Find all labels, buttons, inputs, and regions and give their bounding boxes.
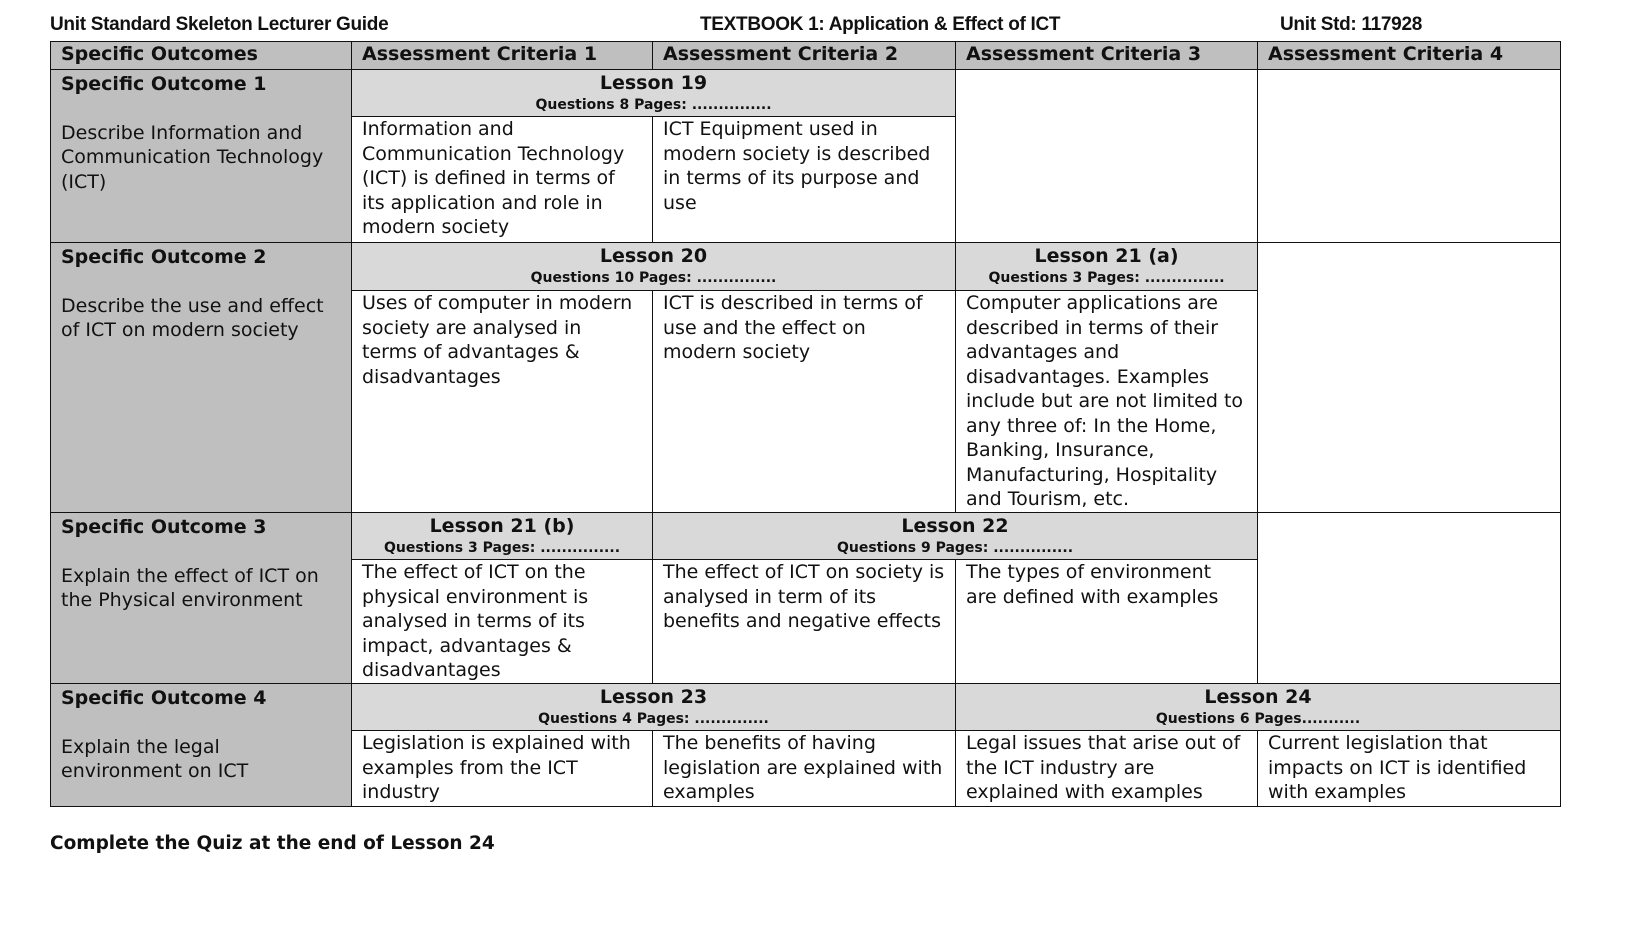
- criteria-cell: ICT is described in terms of use and the effect on modern society: [653, 291, 956, 513]
- outcome-3-lesson-row: [51, 513, 1561, 560]
- lesson-questions-pages: Questions 8 Pages: ...............: [535, 97, 772, 113]
- outcome-description: Describe the use and effect of ICT on modern society: [61, 294, 324, 341]
- lesson-questions-pages: Questions 6 Pages...........: [1155, 711, 1361, 727]
- column-header-criteria-2: Assessment Criteria 2: [653, 42, 956, 70]
- criteria-cell: Legislation is explained with examples from the ICT industry: [352, 731, 653, 807]
- outcome-4-cell: [51, 684, 352, 807]
- lesson-header: [352, 684, 956, 731]
- lesson-name: Lesson 19: [599, 72, 708, 94]
- criteria-cell: The effect of ICT on society is analysed in term of its benefits and negative effects: [653, 560, 956, 684]
- outcomes-table: [50, 41, 1561, 807]
- outcome-1-cell: [51, 70, 352, 243]
- column-header-criteria-1: Assessment Criteria 1: [352, 42, 653, 70]
- outcome-title: Specific Outcome 4: [61, 687, 267, 709]
- lesson-header: [653, 513, 1258, 560]
- quiz-instruction: Complete the Quiz at the end of Lesson 24: [50, 833, 495, 854]
- unit-standard-number: Unit Std: 117928: [1280, 14, 1422, 35]
- column-header-specific-outcomes: Specific Outcomes: [51, 42, 352, 70]
- lesson-questions-pages: Questions 3 Pages: ...............: [383, 540, 621, 556]
- criteria-cell: The effect of ICT on the physical environment is analysed in terms of its impact, advantages & disadvantages: [352, 560, 653, 684]
- criteria-cell: Current legislation that impacts on ICT is identified with examples: [1258, 731, 1561, 807]
- criteria-cell: Legal issues that arise out of the ICT industry are explained with examples: [956, 731, 1258, 807]
- outcome-1-lesson-row: [51, 70, 1561, 117]
- lesson-name: Lesson 21 (a): [1034, 245, 1179, 267]
- outcome-description: Explain the effect of ICT on the Physical environment: [61, 564, 319, 611]
- lesson-questions-pages: Questions 3 Pages: ...............: [988, 270, 1225, 286]
- lesson-questions-pages: Questions 4 Pages: ..............: [538, 711, 769, 727]
- lesson-name: Lesson 20: [599, 245, 708, 267]
- lesson-questions-pages: Questions 9 Pages: ...............: [836, 540, 1074, 556]
- lesson-header: [956, 684, 1561, 731]
- lesson-header: [956, 243, 1258, 291]
- outcome-2-lesson-row: [51, 243, 1561, 291]
- criteria-cell: Uses of computer in modern society are analysed in terms of advantages & disadvantages: [352, 291, 653, 513]
- empty-cell: [956, 70, 1258, 243]
- column-header-criteria-4: Assessment Criteria 4: [1258, 42, 1561, 70]
- lesson-name: Lesson 21 (b): [429, 515, 575, 537]
- criteria-cell: Computer applications are described in terms of their advantages and disadvantages. Examples include but are not limited to any three of: In the Home, Banking, Insurance, Manufacturing, Hospitality and Tourism, etc.: [956, 291, 1258, 513]
- lesson-header: [352, 243, 956, 291]
- criteria-cell: Information and Communication Technology (ICT) is defined in terms of its application and role in modern society: [352, 117, 653, 243]
- criteria-cell: ICT Equipment used in modern society is described in terms of its purpose and use: [653, 117, 956, 243]
- lesson-name: Lesson 23: [599, 686, 708, 708]
- outcome-3-cell: [51, 513, 352, 684]
- lesson-name: Lesson 24: [1204, 686, 1312, 708]
- outcome-description: Explain the legal environment on ICT: [61, 735, 249, 782]
- column-header-criteria-3: Assessment Criteria 3: [956, 42, 1258, 70]
- outcome-title: Specific Outcome 3: [61, 516, 267, 538]
- criteria-cell: The types of environment are defined with examples: [956, 560, 1258, 684]
- criteria-cell: The benefits of having legislation are explained with examples: [653, 731, 956, 807]
- outcome-description: Describe Information and Communication Technology (ICT): [61, 121, 324, 193]
- lesson-name: Lesson 22: [901, 515, 1009, 537]
- empty-cell: [1258, 513, 1561, 684]
- outcome-title: Specific Outcome 2: [61, 246, 267, 268]
- outcome-title: Specific Outcome 1: [61, 73, 267, 95]
- outcome-2-cell: [51, 243, 352, 513]
- lesson-header: [352, 513, 653, 560]
- lesson-header: [352, 70, 956, 117]
- lesson-questions-pages: Questions 10 Pages: ...............: [530, 270, 777, 286]
- document-title: Unit Standard Skeleton Lecturer Guide: [50, 14, 389, 35]
- table-header-row: [51, 42, 1561, 70]
- textbook-title: TEXTBOOK 1: Application & Effect of ICT: [700, 14, 1061, 35]
- empty-cell: [1258, 70, 1561, 243]
- empty-cell: [1258, 243, 1561, 513]
- outcome-4-lesson-row: [51, 684, 1561, 731]
